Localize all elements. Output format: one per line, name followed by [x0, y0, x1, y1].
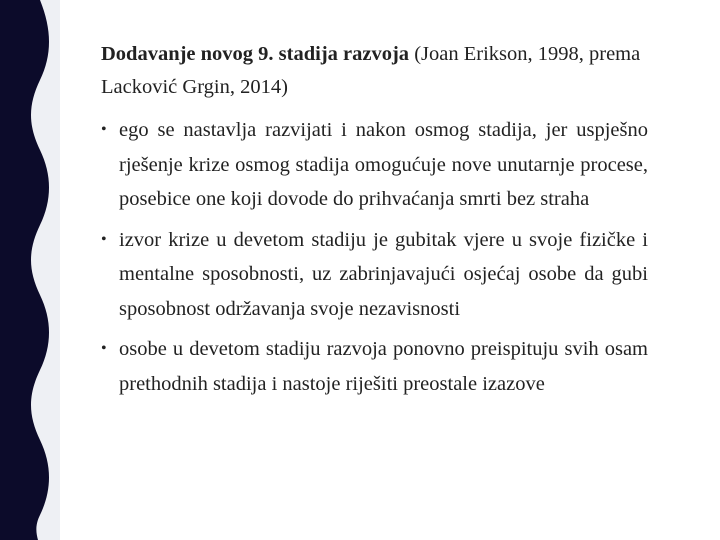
slide-title	[101, 38, 661, 104]
bullet-text: osobe u devetom stadiju razvoja ponovno preispituju svih osam prethodnih stadija i nastoje riješiti preostale izazove	[119, 338, 648, 395]
bullet-list	[101, 113, 648, 407]
wavy-band-graphic	[0, 0, 60, 540]
slide-title-bold: Dodavanje novog 9. stadija razvoja	[101, 43, 410, 65]
slide-title-citation: (Joan Erikson, 1998, prema Lacković Grgin, 2014)	[101, 43, 641, 98]
bullet-marker: •	[101, 121, 107, 138]
bullet-marker: •	[101, 230, 107, 248]
decorative-left-band	[0, 0, 60, 540]
bullet-item	[101, 223, 648, 327]
bullet-item	[101, 332, 648, 401]
bullet-text: izvor krize u devetom stadiju je gubitak vjere u svoje fizičke i mentalne sposobnosti, uz zabrinjavajući osjećaj osobe da gubi sposobnost održavanja svoje nezavisnosti	[119, 228, 648, 320]
bullet-text: ego se nastavlja razvijati i nakon osmog stadija, jer uspješno rješenje krize osmog stadija omogućuje nove unutarnje procese, posebice one koji dovode do prihvaćanja smrti bez straha	[119, 119, 648, 210]
bullet-item	[101, 113, 648, 217]
bullet-marker: •	[101, 340, 107, 357]
